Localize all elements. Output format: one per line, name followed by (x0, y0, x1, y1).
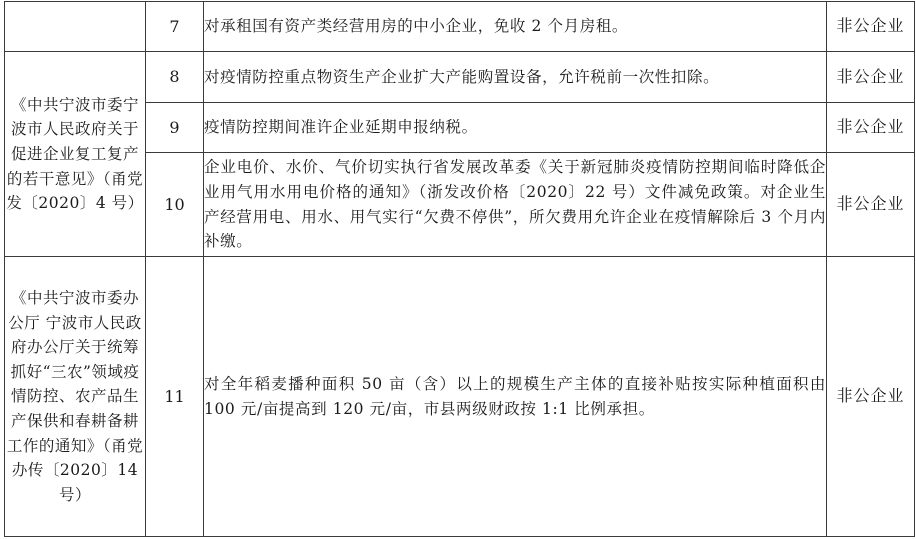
row-number: 10 (146, 152, 204, 257)
source-document: 《中共宁波市委办公厅 宁波市人民政府办公厅关于统筹抓好“三农”领域疫情防控、农产品生产保供和春耕备耕工作的通知》（甬党办传〔2020〕14 号） (5, 257, 146, 537)
table-row (5, 52, 915, 102)
policy-content: 疫情防控期间准许企业延期申报纳税。 (204, 102, 827, 152)
row-number: 7 (146, 2, 204, 52)
policy-content: 对承租国有资产类经营用房的中小企业，免收 2 个月房租。 (204, 2, 827, 52)
applicable-scope: 非公企业 (827, 152, 915, 257)
applicable-scope: 非公企业 (827, 102, 915, 152)
policy-content: 对全年稻麦播种面积 50 亩（含）以上的规模生产主体的直接补贴按实际种植面积由 100 元/亩提高到 120 元/亩，市县两级财政按 1:1 比例承担。 (204, 257, 827, 537)
row-number: 8 (146, 52, 204, 102)
table-row (5, 2, 915, 52)
applicable-scope: 非公企业 (827, 257, 915, 537)
source-cell-empty (5, 2, 146, 52)
table-row (5, 257, 915, 537)
row-number: 11 (146, 257, 204, 537)
policy-content: 对疫情防控重点物资生产企业扩大产能购置设备，允许税前一次性扣除。 (204, 52, 827, 102)
policy-table (4, 1, 915, 537)
row-number: 9 (146, 102, 204, 152)
applicable-scope: 非公企业 (827, 2, 915, 52)
applicable-scope: 非公企业 (827, 52, 915, 102)
policy-content: 企业电价、水价、气价切实执行省发展改革委《关于新冠肺炎疫情防控期间临时降低企业用气用水用电价格的通知》（浙发改价格〔2020〕22 号）文件减免政策。对企业生产经营用电、用水、用气实行“欠费不停供”，所欠费用允许企业在疫情解除后 3 个月内补缴。 (204, 152, 827, 257)
source-document: 《中共宁波市委宁波市人民政府关于促进企业复工复产的若干意见》（甬党发〔2020〕4 号） (5, 52, 146, 257)
